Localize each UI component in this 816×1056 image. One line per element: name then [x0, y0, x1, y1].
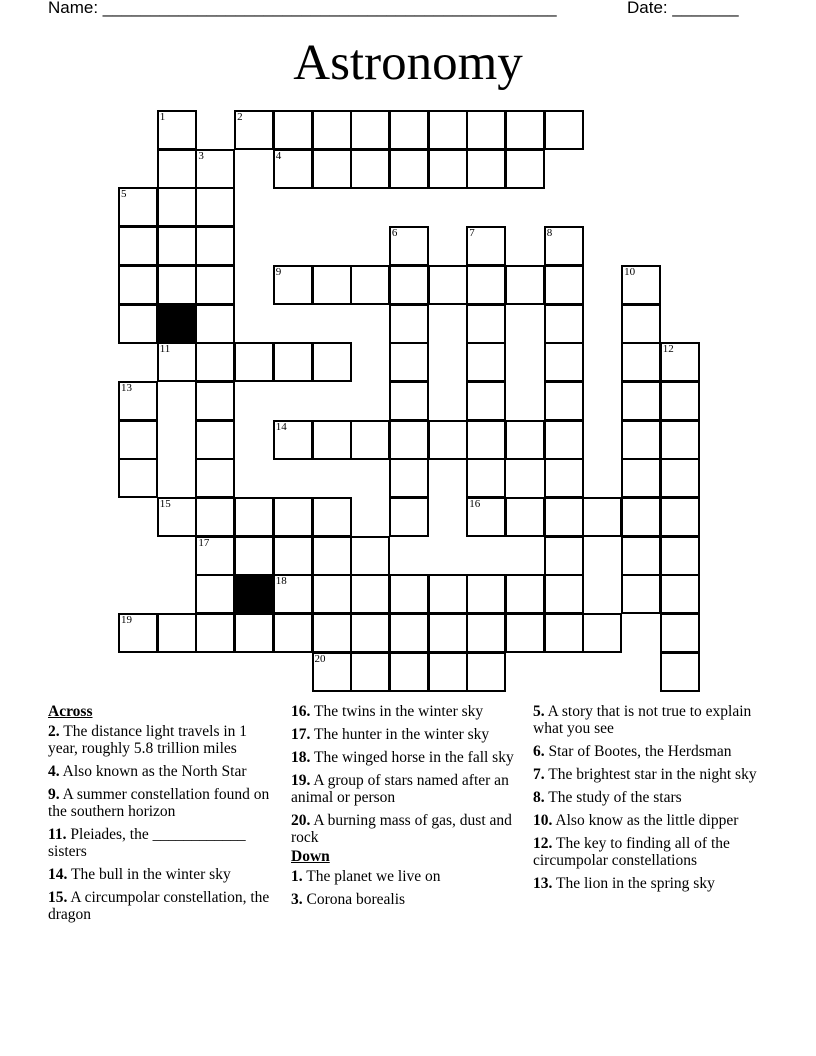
clue-text: A burning mass of gas, dust and rock [291, 812, 512, 846]
crossword-cell[interactable] [195, 304, 235, 344]
crossword-cell[interactable] [660, 420, 700, 460]
clue-number: 19. [291, 772, 311, 789]
crossword-cell[interactable] [195, 226, 235, 266]
clue-item [533, 875, 765, 892]
crossword-cell[interactable] [273, 536, 313, 576]
clue-number: 10. [533, 812, 553, 829]
clue-number: 20. [291, 812, 311, 829]
clue-number-label: 10 [624, 265, 636, 278]
crossword-cell[interactable] [389, 497, 429, 537]
clue-number-label: 18 [275, 575, 287, 588]
crossword-cell[interactable] [157, 226, 197, 266]
clue-number-label: 2 [237, 111, 243, 123]
crossword-cell[interactable] [544, 536, 584, 576]
crossword-cell[interactable] [621, 381, 661, 421]
crossword-cell[interactable] [234, 497, 274, 537]
crossword-cell[interactable] [466, 149, 506, 189]
down-heading: Down [291, 848, 330, 865]
crossword-cell[interactable] [273, 342, 313, 382]
crossword-cell[interactable] [505, 574, 545, 614]
crossword-cell[interactable] [466, 226, 506, 266]
crossword-cell[interactable] [195, 381, 235, 421]
crossword-cell[interactable] [234, 342, 274, 382]
crossword-cell[interactable] [312, 110, 352, 150]
crossword-cell[interactable] [157, 342, 197, 382]
clue-item [48, 826, 280, 860]
crossword-cell[interactable] [660, 381, 700, 421]
clue-number: 16. [291, 703, 311, 720]
crossword-cell[interactable] [505, 110, 545, 150]
crossword-cell[interactable] [389, 613, 429, 653]
clue-item [291, 868, 523, 885]
crossword-cell[interactable] [157, 265, 197, 305]
crossword-cell[interactable] [466, 613, 506, 653]
clue-item [291, 726, 523, 743]
across-heading: Across [48, 703, 93, 720]
clue-item [291, 772, 523, 806]
crossword-cell[interactable] [389, 226, 429, 266]
clue-column-3 [533, 703, 765, 898]
crossword-cell[interactable] [312, 652, 352, 692]
crossword-cell[interactable] [660, 613, 700, 653]
crossword-cell[interactable] [350, 652, 390, 692]
crossword-cell[interactable] [621, 420, 661, 460]
black-square [157, 304, 197, 344]
crossword-cell[interactable] [234, 110, 274, 150]
crossword-cell[interactable] [428, 420, 468, 460]
clue-item [533, 789, 765, 806]
crossword-cell[interactable] [118, 613, 158, 653]
clue-text: A summer constellation found on the southern horizon [48, 786, 270, 820]
clue-number-label: 13 [121, 381, 132, 394]
crossword-cell[interactable] [466, 110, 506, 150]
clue-number-label: 9 [275, 265, 282, 278]
crossword-cell[interactable] [544, 420, 584, 460]
clue-number: 2. [48, 723, 60, 740]
crossword-cell[interactable] [466, 574, 506, 614]
crossword-cell[interactable] [582, 497, 622, 537]
clue-text: The key to finding all of the circumpolar constellations [533, 835, 730, 869]
clue-number-label: 8 [546, 227, 553, 240]
crossword-cell[interactable] [118, 420, 158, 460]
clue-number: 18. [291, 749, 311, 766]
crossword-cell[interactable] [118, 226, 158, 266]
crossword-cell[interactable] [389, 574, 429, 614]
clue-number-label: 14 [275, 420, 287, 433]
crossword-cell[interactable] [505, 497, 545, 537]
clue-item [291, 703, 523, 720]
clue-text: The twins in the winter sky [313, 703, 484, 720]
clue-text: The planet we live on [306, 868, 441, 885]
crossword-cell[interactable] [195, 497, 235, 537]
crossword-cell[interactable] [582, 613, 622, 653]
crossword-cell[interactable] [466, 497, 506, 537]
crossword-cell[interactable] [621, 536, 661, 576]
clue-text: Also known as the North Star [62, 763, 247, 780]
clue-text: The lion in the spring sky [555, 875, 715, 892]
clue-number: 12. [533, 835, 553, 852]
clue-number-label: 1 [159, 111, 166, 123]
crossword-cell[interactable] [195, 458, 235, 498]
crossword-cell[interactable] [544, 458, 584, 498]
crossword-cell[interactable] [466, 342, 506, 382]
crossword-cell[interactable] [312, 342, 352, 382]
crossword-cell[interactable] [195, 536, 235, 576]
crossword-cell[interactable] [273, 574, 313, 614]
crossword-cell[interactable] [273, 149, 313, 189]
crossword-cell[interactable] [195, 187, 235, 227]
crossword-cell[interactable] [544, 342, 584, 382]
clue-number: 8. [533, 789, 545, 806]
crossword-cell[interactable] [350, 110, 390, 150]
page-title: Astronomy [293, 35, 523, 91]
crossword-cell[interactable] [350, 265, 390, 305]
crossword-cell[interactable] [157, 149, 197, 189]
crossword-cell[interactable] [466, 652, 506, 692]
crossword-cell[interactable] [544, 613, 584, 653]
clue-text: Also know as the little dipper [555, 812, 739, 829]
clue-item [48, 866, 280, 883]
crossword-cell[interactable] [389, 110, 429, 150]
clue-number: 14. [48, 866, 68, 883]
clue-text: The winged horse in the fall sky [313, 749, 514, 766]
crossword-cell[interactable] [350, 420, 390, 460]
crossword-cell[interactable] [118, 458, 158, 498]
crossword-cell[interactable] [660, 574, 700, 614]
clue-number: 4. [48, 763, 60, 780]
crossword-cell[interactable] [389, 265, 429, 305]
clue-item [291, 891, 523, 908]
crossword-cell[interactable] [505, 265, 545, 305]
crossword-cell[interactable] [621, 574, 661, 614]
clue-item [533, 703, 765, 737]
crossword-cell[interactable] [234, 536, 274, 576]
clue-text: Star of Bootes, the Herdsman [548, 743, 732, 760]
clue-number-label: 4 [275, 149, 282, 162]
crossword-cell[interactable] [118, 304, 158, 344]
clue-text: The study of the stars [548, 789, 682, 806]
crossword-cell[interactable] [350, 613, 390, 653]
crossword-cell[interactable] [195, 613, 235, 653]
name-field-label: Name: ________________________________________________ [48, 0, 557, 17]
crossword-cell[interactable] [273, 613, 313, 653]
crossword-cell[interactable] [273, 420, 313, 460]
clue-number: 5. [533, 703, 545, 720]
clue-number: 6. [533, 743, 545, 760]
crossword-cell[interactable] [312, 420, 352, 460]
clue-text: A story that is not true to explain what you see [533, 703, 752, 737]
clue-item [291, 749, 523, 766]
crossword-cell[interactable] [312, 265, 352, 305]
clue-number: 1. [291, 868, 303, 885]
crossword-cell[interactable] [350, 574, 390, 614]
crossword-cell[interactable] [157, 110, 197, 150]
crossword-cell[interactable] [660, 342, 700, 382]
crossword-cell[interactable] [660, 497, 700, 537]
clue-text: A group of stars named after an animal or person [291, 772, 509, 806]
crossword-cell[interactable] [195, 265, 235, 305]
crossword-cell[interactable] [195, 574, 235, 614]
clue-number: 7. [533, 766, 545, 783]
crossword-cell[interactable] [312, 613, 352, 653]
crossword-cell[interactable] [544, 574, 584, 614]
crossword-cell[interactable] [621, 304, 661, 344]
crossword-cell[interactable] [195, 420, 235, 460]
clue-number-label: 15 [159, 498, 171, 510]
clue-text: The hunter in the winter sky [313, 726, 490, 743]
crossword-cell[interactable] [389, 652, 429, 692]
clue-item [48, 763, 280, 780]
clue-item [533, 766, 765, 783]
clue-text: Pleiades, the ____________ sisters [48, 826, 246, 860]
clue-number-label: 7 [469, 227, 475, 240]
crossword-cell[interactable] [621, 497, 661, 537]
clue-item [533, 812, 765, 829]
crossword-cell[interactable] [195, 149, 235, 189]
clue-item [48, 889, 280, 923]
clue-column-2 [291, 703, 523, 914]
crossword-cell[interactable] [660, 652, 700, 692]
clue-item [48, 786, 280, 820]
crossword-cell[interactable] [389, 381, 429, 421]
clue-number-label: 5 [121, 188, 127, 201]
crossword-cell[interactable] [118, 187, 158, 227]
crossword-cell[interactable] [428, 652, 468, 692]
crossword-cell[interactable] [389, 304, 429, 344]
crossword-cell[interactable] [428, 574, 468, 614]
crossword-cell[interactable] [466, 304, 506, 344]
crossword-cell[interactable] [389, 342, 429, 382]
clue-number-label: 19 [121, 614, 132, 627]
crossword-cell[interactable] [157, 497, 197, 537]
crossword-cell[interactable] [466, 458, 506, 498]
crossword-cell[interactable] [544, 110, 584, 150]
clue-number-label: 3 [198, 149, 204, 162]
crossword-cell[interactable] [157, 187, 197, 227]
clue-number: 13. [533, 875, 553, 892]
clue-number-label: 6 [391, 227, 398, 240]
crossword-cell[interactable] [350, 149, 390, 189]
crossword-cell[interactable] [312, 497, 352, 537]
crossword-cell[interactable] [312, 149, 352, 189]
clue-number-label: 20 [314, 652, 326, 665]
clue-number-label: 17 [198, 536, 210, 549]
crossword-cell[interactable] [273, 265, 313, 305]
crossword-cell[interactable] [466, 420, 506, 460]
crossword-cell[interactable] [544, 226, 584, 266]
crossword-cell[interactable] [544, 265, 584, 305]
crossword-cell[interactable] [312, 574, 352, 614]
crossword-cell[interactable] [544, 497, 584, 537]
clue-item [533, 743, 765, 760]
clue-text: A circumpolar constellation, the dragon [48, 889, 270, 923]
crossword-cell[interactable] [505, 613, 545, 653]
crossword-cell[interactable] [118, 381, 158, 421]
crossword-cell[interactable] [350, 536, 390, 576]
clue-column-1 [48, 703, 280, 929]
crossword-cell[interactable] [234, 613, 274, 653]
crossword-cell[interactable] [621, 342, 661, 382]
crossword-cell[interactable] [389, 420, 429, 460]
crossword-cell[interactable] [428, 149, 468, 189]
crossword-cell[interactable] [428, 613, 468, 653]
crossword-cell[interactable] [660, 458, 700, 498]
crossword-cell[interactable] [389, 458, 429, 498]
crossword-cell[interactable] [428, 110, 468, 150]
clue-number: 3. [291, 891, 303, 908]
crossword-cell[interactable] [157, 613, 197, 653]
crossword-cell[interactable] [505, 420, 545, 460]
crossword-cell[interactable] [273, 110, 313, 150]
clue-number: 9. [48, 786, 60, 803]
clue-text: The bull in the winter sky [70, 866, 231, 883]
clue-item [48, 723, 280, 757]
clue-number: 11. [48, 826, 67, 843]
clue-number-label: 12 [662, 343, 674, 356]
crossword-cell[interactable] [505, 149, 545, 189]
crossword-cell[interactable] [195, 342, 235, 382]
crossword-cell[interactable] [660, 536, 700, 576]
clue-item [533, 835, 765, 869]
clue-number-label: 16 [469, 498, 481, 510]
clue-number-label: 11 [159, 343, 171, 356]
clue-text: The distance light travels in 1 year, roughly 5.8 trillion miles [48, 723, 248, 757]
clue-number: 17. [291, 726, 311, 743]
crossword-cell[interactable] [312, 536, 352, 576]
clue-text: The brightest star in the night sky [548, 766, 757, 783]
black-square [234, 574, 274, 614]
crossword-cell[interactable] [466, 265, 506, 305]
clue-item [291, 812, 523, 846]
crossword-cell[interactable] [621, 265, 661, 305]
crossword-cell[interactable] [118, 265, 158, 305]
crossword-cell[interactable] [428, 265, 468, 305]
crossword-cell[interactable] [544, 381, 584, 421]
clue-text: Corona borealis [306, 891, 406, 908]
crossword-cell[interactable] [389, 149, 429, 189]
date-field-label: Date: _______ [627, 0, 739, 17]
crossword-cell[interactable] [466, 381, 506, 421]
crossword-cell[interactable] [544, 304, 584, 344]
clue-number: 15. [48, 889, 68, 906]
crossword-cell[interactable] [273, 497, 313, 537]
crossword-cell[interactable] [621, 458, 661, 498]
